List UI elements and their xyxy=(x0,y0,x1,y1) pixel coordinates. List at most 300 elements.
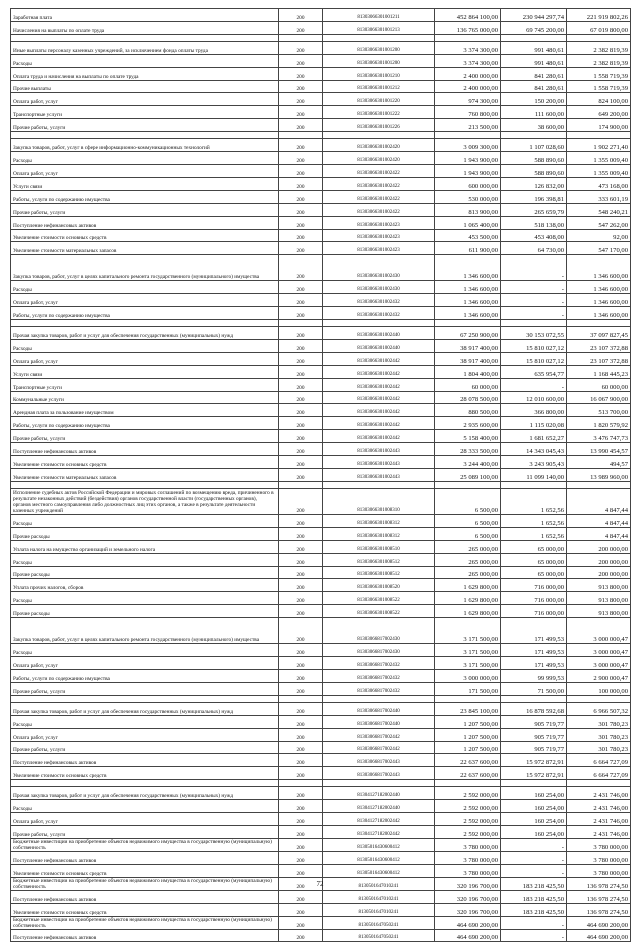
budget-execution-table xyxy=(10,8,631,942)
row-approved-amount-cell: 1 943 900,00 xyxy=(435,164,501,177)
row-classification-code-cell: 81303066301002422 xyxy=(323,164,435,177)
row-classification-code-cell: 81303066301002432 xyxy=(323,307,435,320)
row-code-cell: 200 xyxy=(279,644,323,657)
row-unexecuted-amount-cell: 301 780,23 xyxy=(567,728,631,741)
table-row xyxy=(11,391,631,404)
table-row xyxy=(11,605,631,618)
row-code-cell: 200 xyxy=(279,203,323,216)
table-row xyxy=(11,327,631,340)
row-executed-amount-cell: 15 810 027,12 xyxy=(501,339,567,352)
spacer-cell xyxy=(567,481,631,488)
row-classification-code-cell: 81303066817002430 xyxy=(323,644,435,657)
row-name-cell: Работы, услуги по содержанию имущества xyxy=(11,417,279,430)
row-unexecuted-amount-cell: 6 664 727,09 xyxy=(567,767,631,780)
row-unexecuted-amount-cell: 913 800,00 xyxy=(567,579,631,592)
table-row xyxy=(11,682,631,695)
row-classification-code-cell: 81303066301001200 xyxy=(323,41,435,54)
row-code-cell: 200 xyxy=(279,177,323,190)
row-name-cell: Оплата работ, услуг xyxy=(11,657,279,670)
row-classification-code-cell: 81303066301008312 xyxy=(323,527,435,540)
row-unexecuted-amount-cell: 136 978 274,50 xyxy=(567,890,631,903)
row-code-cell: 200 xyxy=(279,527,323,540)
row-classification-code-cell: 81303066301002440 xyxy=(323,327,435,340)
row-classification-code-cell: 81305016430600412 xyxy=(323,851,435,864)
table-row xyxy=(11,281,631,294)
row-executed-amount-cell: 1 652,56 xyxy=(501,527,567,540)
row-executed-amount-cell: 716 000,00 xyxy=(501,579,567,592)
row-approved-amount-cell: 452 864 100,00 xyxy=(435,9,501,22)
table-row xyxy=(11,67,631,80)
row-executed-amount-cell: 841 280,61 xyxy=(501,80,567,93)
table-row xyxy=(11,339,631,352)
row-classification-code-cell: 81303066301002432 xyxy=(323,294,435,307)
table-row xyxy=(11,229,631,242)
row-name-cell: Расходы xyxy=(11,281,279,294)
row-unexecuted-amount-cell: 200 000,00 xyxy=(567,566,631,579)
row-approved-amount-cell: 265 000,00 xyxy=(435,553,501,566)
table-row xyxy=(11,864,631,877)
row-code-cell: 200 xyxy=(279,851,323,864)
row-executed-amount-cell: 111 600,00 xyxy=(501,106,567,119)
row-code-cell: 200 xyxy=(279,80,323,93)
table-row xyxy=(11,838,631,851)
row-executed-amount-cell: 71 500,00 xyxy=(501,682,567,695)
row-approved-amount-cell: 974 300,00 xyxy=(435,93,501,106)
row-executed-amount-cell: 150 200,00 xyxy=(501,93,567,106)
row-unexecuted-amount-cell: 301 780,23 xyxy=(567,741,631,754)
row-classification-code-cell: 81303066301002423 xyxy=(323,242,435,255)
row-approved-amount-cell: 760 800,00 xyxy=(435,106,501,119)
row-code-cell: 200 xyxy=(279,93,323,106)
row-code-cell: 200 xyxy=(279,605,323,618)
row-approved-amount-cell: 320 196 700,00 xyxy=(435,890,501,903)
row-name-cell: Закупка товаров, работ, услуг в целях капитального ремонта государственного (муниципального) имущества xyxy=(11,255,279,281)
table-row xyxy=(11,255,631,281)
row-unexecuted-amount-cell: 3 476 747,73 xyxy=(567,430,631,443)
row-code-cell: 200 xyxy=(279,378,323,391)
row-executed-amount-cell: 65 000,00 xyxy=(501,566,567,579)
row-unexecuted-amount-cell: 16 067 900,00 xyxy=(567,391,631,404)
row-executed-amount-cell: - xyxy=(501,916,567,929)
row-code-cell: 200 xyxy=(279,281,323,294)
spacer-cell xyxy=(323,34,435,41)
row-approved-amount-cell: 38 917 400,00 xyxy=(435,339,501,352)
row-classification-code-cell: 81305016430600412 xyxy=(323,864,435,877)
row-code-cell: 200 xyxy=(279,391,323,404)
row-executed-amount-cell: 716 000,00 xyxy=(501,592,567,605)
row-approved-amount-cell: 23 845 100,00 xyxy=(435,702,501,715)
page-number: 72 xyxy=(316,880,324,888)
row-classification-code-cell: 81303066301001213 xyxy=(323,21,435,34)
table-row xyxy=(11,404,631,417)
row-approved-amount-cell: 136 765 000,00 xyxy=(435,21,501,34)
row-code-cell: 200 xyxy=(279,294,323,307)
row-unexecuted-amount-cell: 1 346 600,00 xyxy=(567,255,631,281)
spacer-cell xyxy=(11,320,279,327)
row-executed-amount-cell: 11 099 140,00 xyxy=(501,469,567,482)
row-unexecuted-amount-cell: 3 780 000,00 xyxy=(567,851,631,864)
row-unexecuted-amount-cell: 13 990 454,57 xyxy=(567,443,631,456)
row-code-cell: 200 xyxy=(279,741,323,754)
row-unexecuted-amount-cell: 23 107 372,88 xyxy=(567,339,631,352)
row-approved-amount-cell: 600 000,00 xyxy=(435,177,501,190)
row-unexecuted-amount-cell: 464 690 200,00 xyxy=(567,929,631,942)
row-executed-amount-cell: - xyxy=(501,294,567,307)
table-row xyxy=(11,592,631,605)
row-executed-amount-cell: 126 832,00 xyxy=(501,177,567,190)
row-name-cell: Увеличение стоимости основных средств xyxy=(11,229,279,242)
row-classification-code-cell: 81303066301001210 xyxy=(323,67,435,80)
row-approved-amount-cell: 530 000,00 xyxy=(435,190,501,203)
table-row xyxy=(11,715,631,728)
row-approved-amount-cell: 3 000 000,00 xyxy=(435,670,501,683)
row-name-cell: Бюджетные инвестиции на приобретение объектов недвижимого имущества в государственную (муниципальную) собственность xyxy=(11,838,279,851)
row-classification-code-cell: 81303066817002443 xyxy=(323,767,435,780)
row-executed-amount-cell: 1 681 652,27 xyxy=(501,430,567,443)
row-name-cell: Оплата работ, услуг xyxy=(11,294,279,307)
table-row xyxy=(11,514,631,527)
row-code-cell: 200 xyxy=(279,579,323,592)
table-row xyxy=(11,728,631,741)
spacer-cell xyxy=(435,481,501,488)
spacer-cell xyxy=(435,320,501,327)
table-row xyxy=(11,527,631,540)
row-executed-amount-cell: 1 115 020,08 xyxy=(501,417,567,430)
row-code-cell: 200 xyxy=(279,21,323,34)
table-row xyxy=(11,242,631,255)
spacer-cell xyxy=(279,695,323,702)
row-code-cell: 200 xyxy=(279,190,323,203)
row-unexecuted-amount-cell: 301 780,23 xyxy=(567,715,631,728)
row-unexecuted-amount-cell: 2 431 746,00 xyxy=(567,787,631,800)
row-code-cell: 200 xyxy=(279,152,323,165)
row-code-cell: 200 xyxy=(279,430,323,443)
table-row xyxy=(11,54,631,67)
row-unexecuted-amount-cell: 4 847,44 xyxy=(567,527,631,540)
row-approved-amount-cell: 3 171 500,00 xyxy=(435,657,501,670)
row-code-cell: 200 xyxy=(279,119,323,132)
row-executed-amount-cell: 588 890,60 xyxy=(501,164,567,177)
row-code-cell: 200 xyxy=(279,813,323,826)
row-code-cell: 200 xyxy=(279,404,323,417)
row-classification-code-cell: 81303066301008520 xyxy=(323,579,435,592)
row-name-cell: Прочие расходы xyxy=(11,527,279,540)
spacer-cell xyxy=(11,132,279,139)
row-approved-amount-cell: 3 780 000,00 xyxy=(435,851,501,864)
row-classification-code-cell: 81304127182002442 xyxy=(323,813,435,826)
row-name-cell: Прочая закупка товаров, работ и услуг для обеспечения государственных (муниципальных) нужд xyxy=(11,702,279,715)
row-code-cell: 200 xyxy=(279,715,323,728)
row-executed-amount-cell: 160 254,00 xyxy=(501,787,567,800)
table-row xyxy=(11,378,631,391)
row-code-cell: 200 xyxy=(279,164,323,177)
table-row xyxy=(11,203,631,216)
row-unexecuted-amount-cell: 13 989 960,00 xyxy=(567,469,631,482)
row-name-cell: Увеличение стоимости основных средств xyxy=(11,864,279,877)
spacer-cell xyxy=(323,780,435,787)
row-unexecuted-amount-cell: 464 690 200,00 xyxy=(567,916,631,929)
table-row xyxy=(11,767,631,780)
row-code-cell: 200 xyxy=(279,67,323,80)
row-name-cell: Увеличение стоимости материальных запасов xyxy=(11,242,279,255)
row-unexecuted-amount-cell: 1 355 009,40 xyxy=(567,152,631,165)
table-row xyxy=(11,754,631,767)
row-classification-code-cell: 81303066817002440 xyxy=(323,702,435,715)
table-row xyxy=(11,106,631,119)
row-code-cell: 200 xyxy=(279,877,323,890)
row-approved-amount-cell: 1 346 600,00 xyxy=(435,307,501,320)
table-row xyxy=(11,825,631,838)
row-unexecuted-amount-cell: 67 019 800,00 xyxy=(567,21,631,34)
row-classification-code-cell: 81303066301002420 xyxy=(323,139,435,152)
row-name-cell: Расходы xyxy=(11,800,279,813)
row-code-cell: 200 xyxy=(279,514,323,527)
row-name-cell: Расходы xyxy=(11,152,279,165)
table-row xyxy=(11,469,631,482)
row-code-cell: 200 xyxy=(279,54,323,67)
row-executed-amount-cell: - xyxy=(501,851,567,864)
spacer-row xyxy=(11,132,631,139)
row-unexecuted-amount-cell: 513 700,00 xyxy=(567,404,631,417)
row-classification-code-cell: 81303066817002432 xyxy=(323,682,435,695)
row-code-cell: 200 xyxy=(279,728,323,741)
row-classification-code-cell: 81303066817002430 xyxy=(323,618,435,644)
row-code-cell: 200 xyxy=(279,9,323,22)
row-name-cell: Работы, услуги по содержанию имущества xyxy=(11,670,279,683)
row-approved-amount-cell: 464 690 200,00 xyxy=(435,916,501,929)
row-code-cell: 200 xyxy=(279,670,323,683)
row-approved-amount-cell: 28 333 500,00 xyxy=(435,443,501,456)
row-name-cell: Начисления на выплаты по оплате труда xyxy=(11,21,279,34)
row-executed-amount-cell: 905 719,77 xyxy=(501,741,567,754)
row-classification-code-cell: 81303066301001200 xyxy=(323,54,435,67)
row-name-cell: Расходы xyxy=(11,592,279,605)
row-approved-amount-cell: 3 009 300,00 xyxy=(435,139,501,152)
row-code-cell: 200 xyxy=(279,417,323,430)
spacer-cell xyxy=(501,780,567,787)
spacer-cell xyxy=(501,695,567,702)
row-name-cell: Заработная плата xyxy=(11,9,279,22)
table-row xyxy=(11,352,631,365)
row-unexecuted-amount-cell: 1 168 445,23 xyxy=(567,365,631,378)
table-row xyxy=(11,916,631,929)
table-row xyxy=(11,851,631,864)
row-classification-code-cell: 81303066301008510 xyxy=(323,540,435,553)
row-code-cell: 200 xyxy=(279,339,323,352)
row-classification-code-cell: 81303066301002423 xyxy=(323,229,435,242)
row-classification-code-cell: 8130501647010241 xyxy=(323,903,435,916)
row-name-cell: Оплата работ, услуг xyxy=(11,164,279,177)
spacer-cell xyxy=(279,780,323,787)
row-code-cell: 200 xyxy=(279,682,323,695)
row-classification-code-cell: 81303066301002442 xyxy=(323,430,435,443)
spacer-cell xyxy=(279,34,323,41)
row-classification-code-cell: 81303066301002420 xyxy=(323,152,435,165)
table-row xyxy=(11,365,631,378)
row-classification-code-cell: 8130501647010241 xyxy=(323,877,435,890)
row-name-cell: Оплата работ, услуг xyxy=(11,813,279,826)
row-name-cell: Работы, услуги по содержанию имущества xyxy=(11,190,279,203)
row-code-cell: 200 xyxy=(279,469,323,482)
table-row xyxy=(11,890,631,903)
row-classification-code-cell: 81303066301002442 xyxy=(323,404,435,417)
table-row xyxy=(11,430,631,443)
row-code-cell: 200 xyxy=(279,216,323,229)
row-name-cell: Увеличение стоимости материальных запасов xyxy=(11,469,279,482)
row-code-cell: 200 xyxy=(279,864,323,877)
row-approved-amount-cell: 453 500,00 xyxy=(435,229,501,242)
row-classification-code-cell: 81303066301002443 xyxy=(323,456,435,469)
row-classification-code-cell: 81303066301008522 xyxy=(323,592,435,605)
row-approved-amount-cell: 25 089 100,00 xyxy=(435,469,501,482)
spacer-row xyxy=(11,695,631,702)
row-unexecuted-amount-cell: 548 240,21 xyxy=(567,203,631,216)
row-executed-amount-cell: 14 343 045,43 xyxy=(501,443,567,456)
row-executed-amount-cell: - xyxy=(501,281,567,294)
row-executed-amount-cell: 38 600,00 xyxy=(501,119,567,132)
row-name-cell: Иные выплаты персоналу казенных учреждений, за исключением фонда оплаты труда xyxy=(11,41,279,54)
row-name-cell: Прочие работы, услуги xyxy=(11,203,279,216)
row-approved-amount-cell: 1 065 400,00 xyxy=(435,216,501,229)
row-name-cell: Увеличение стоимости основных средств xyxy=(11,903,279,916)
row-classification-code-cell: 81303066301002442 xyxy=(323,352,435,365)
row-name-cell: Прочие работы, услуги xyxy=(11,682,279,695)
row-name-cell: Расходы xyxy=(11,644,279,657)
row-unexecuted-amount-cell: 136 978 274,50 xyxy=(567,903,631,916)
row-unexecuted-amount-cell: 913 800,00 xyxy=(567,592,631,605)
table-row xyxy=(11,929,631,942)
row-code-cell: 200 xyxy=(279,890,323,903)
row-code-cell: 200 xyxy=(279,242,323,255)
row-approved-amount-cell: 1 346 600,00 xyxy=(435,294,501,307)
row-code-cell: 200 xyxy=(279,800,323,813)
row-name-cell: Увеличение стоимости основных средств xyxy=(11,456,279,469)
row-unexecuted-amount-cell: 60 000,00 xyxy=(567,378,631,391)
row-name-cell: Поступление нефинансовых активов xyxy=(11,929,279,942)
row-classification-code-cell: 8130501647010241 xyxy=(323,890,435,903)
row-code-cell: 200 xyxy=(279,106,323,119)
row-classification-code-cell: 81303066301002430 xyxy=(323,255,435,281)
row-classification-code-cell: 81305016430600412 xyxy=(323,838,435,851)
row-executed-amount-cell: 635 954,77 xyxy=(501,365,567,378)
row-name-cell: Поступление нефинансовых активов xyxy=(11,754,279,767)
row-name-cell: Расходы xyxy=(11,553,279,566)
spacer-cell xyxy=(567,780,631,787)
row-classification-code-cell: 81303066817002443 xyxy=(323,754,435,767)
spacer-cell xyxy=(279,320,323,327)
row-code-cell: 200 xyxy=(279,592,323,605)
row-classification-code-cell: 81304127182002442 xyxy=(323,825,435,838)
row-approved-amount-cell: 3 780 000,00 xyxy=(435,864,501,877)
table-row xyxy=(11,164,631,177)
row-executed-amount-cell: 905 719,77 xyxy=(501,728,567,741)
row-approved-amount-cell: 464 690 200,00 xyxy=(435,929,501,942)
row-unexecuted-amount-cell: 913 800,00 xyxy=(567,605,631,618)
row-approved-amount-cell: 2 400 000,00 xyxy=(435,67,501,80)
row-classification-code-cell: 81303066301002422 xyxy=(323,203,435,216)
row-unexecuted-amount-cell: 4 847,44 xyxy=(567,488,631,514)
row-executed-amount-cell: 171 499,53 xyxy=(501,644,567,657)
row-classification-code-cell: 81303066301001212 xyxy=(323,80,435,93)
table-row xyxy=(11,787,631,800)
row-code-cell: 200 xyxy=(279,540,323,553)
row-executed-amount-cell: - xyxy=(501,378,567,391)
table-row xyxy=(11,9,631,22)
row-code-cell: 200 xyxy=(279,767,323,780)
table-row xyxy=(11,813,631,826)
table-row xyxy=(11,41,631,54)
row-classification-code-cell: 81303066301002422 xyxy=(323,177,435,190)
spacer-cell xyxy=(501,132,567,139)
row-classification-code-cell: 8130501647050241 xyxy=(323,929,435,942)
row-code-cell: 200 xyxy=(279,787,323,800)
row-classification-code-cell: 81303066817002432 xyxy=(323,670,435,683)
row-unexecuted-amount-cell: 136 978 274,50 xyxy=(567,877,631,890)
row-executed-amount-cell: 1 652,56 xyxy=(501,488,567,514)
row-classification-code-cell: 81303066301001226 xyxy=(323,119,435,132)
row-executed-amount-cell: 15 810 027,12 xyxy=(501,352,567,365)
row-approved-amount-cell: 6 500,00 xyxy=(435,514,501,527)
row-name-cell: Бюджетные инвестиции на приобретение объектов недвижимого имущества в государственную (муниципальную) собственность xyxy=(11,877,279,890)
row-name-cell: Оплата работ, услуг xyxy=(11,352,279,365)
row-approved-amount-cell: 1 629 800,00 xyxy=(435,579,501,592)
row-code-cell: 200 xyxy=(279,916,323,929)
row-unexecuted-amount-cell: 23 107 372,88 xyxy=(567,352,631,365)
row-code-cell: 200 xyxy=(279,488,323,514)
row-executed-amount-cell: 991 480,61 xyxy=(501,54,567,67)
row-executed-amount-cell: 183 218 425,50 xyxy=(501,890,567,903)
table-row xyxy=(11,488,631,514)
row-approved-amount-cell: 22 637 600,00 xyxy=(435,767,501,780)
row-unexecuted-amount-cell: 1 355 009,40 xyxy=(567,164,631,177)
table-row xyxy=(11,80,631,93)
row-classification-code-cell: 81304127182002440 xyxy=(323,787,435,800)
row-executed-amount-cell: 65 000,00 xyxy=(501,553,567,566)
row-code-cell: 200 xyxy=(279,702,323,715)
row-unexecuted-amount-cell: 1 558 719,39 xyxy=(567,67,631,80)
row-code-cell: 200 xyxy=(279,566,323,579)
row-approved-amount-cell: 813 900,00 xyxy=(435,203,501,216)
row-executed-amount-cell: 716 000,00 xyxy=(501,605,567,618)
table-row xyxy=(11,657,631,670)
row-executed-amount-cell: 65 000,00 xyxy=(501,540,567,553)
row-name-cell: Арендная плата за пользование имуществом xyxy=(11,404,279,417)
row-unexecuted-amount-cell: 547 262,00 xyxy=(567,216,631,229)
row-code-cell: 200 xyxy=(279,139,323,152)
row-name-cell: Прочая закупка товаров, работ и услуг для обеспечения государственных (муниципальных) нужд xyxy=(11,327,279,340)
row-unexecuted-amount-cell: 100 000,00 xyxy=(567,682,631,695)
row-unexecuted-amount-cell: 3 000 000,47 xyxy=(567,657,631,670)
row-code-cell: 200 xyxy=(279,838,323,851)
row-approved-amount-cell: 3 374 300,00 xyxy=(435,54,501,67)
row-approved-amount-cell: 3 374 300,00 xyxy=(435,41,501,54)
row-name-cell: Прочие выплаты xyxy=(11,80,279,93)
row-approved-amount-cell: 171 500,00 xyxy=(435,682,501,695)
row-classification-code-cell: 81303066301002440 xyxy=(323,339,435,352)
spacer-cell xyxy=(323,132,435,139)
spacer-cell xyxy=(501,481,567,488)
row-classification-code-cell: 81303066301008512 xyxy=(323,566,435,579)
row-approved-amount-cell: 880 500,00 xyxy=(435,404,501,417)
row-code-cell: 200 xyxy=(279,352,323,365)
table-row xyxy=(11,417,631,430)
row-name-cell: Прочие работы, услуги xyxy=(11,430,279,443)
row-classification-code-cell: 81303066301001222 xyxy=(323,106,435,119)
row-approved-amount-cell: 38 917 400,00 xyxy=(435,352,501,365)
spacer-cell xyxy=(567,320,631,327)
row-approved-amount-cell: 2 592 000,00 xyxy=(435,787,501,800)
row-approved-amount-cell: 320 196 700,00 xyxy=(435,877,501,890)
